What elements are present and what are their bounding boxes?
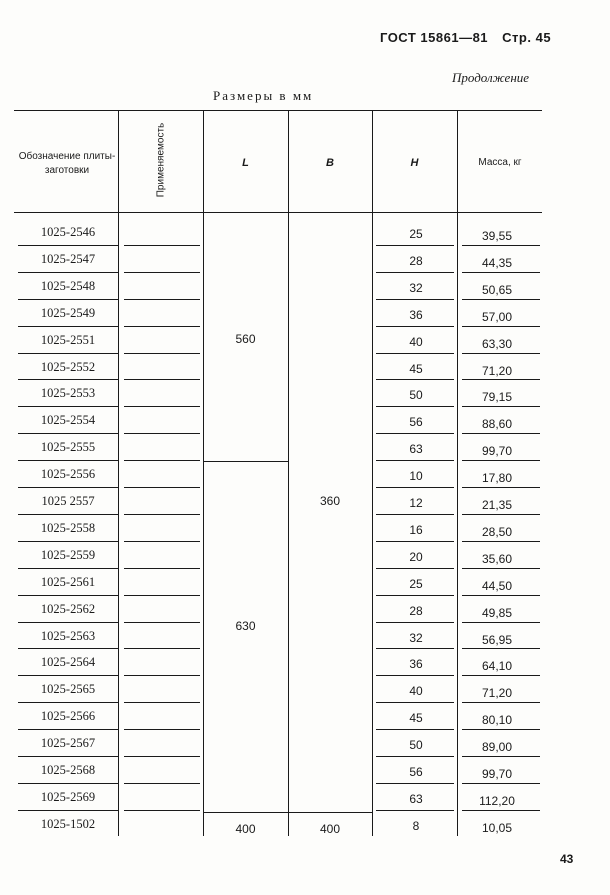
merged-L-400: 400 [235, 822, 256, 836]
row-underline [376, 245, 454, 246]
row-underline [124, 460, 200, 461]
row-underline [124, 433, 200, 434]
height-value: 50 [409, 738, 423, 753]
mass-value: 79,15 [481, 390, 513, 405]
row-underline [462, 675, 540, 676]
row-underline [124, 756, 200, 757]
page-label: Стр. 45 [502, 30, 552, 45]
row-underline [376, 353, 454, 354]
height-value: 28 [409, 603, 423, 618]
row-underline [18, 245, 118, 246]
header-H: H [410, 157, 419, 169]
plate-code: 1025-2564 [40, 655, 96, 670]
row-underline [462, 702, 540, 703]
row-underline [376, 299, 454, 300]
table-top-border [14, 110, 542, 111]
merged-B-360: 360 [319, 494, 341, 508]
mass-value: 71,20 [481, 686, 513, 701]
row-underline [376, 568, 454, 569]
continuation-label: Продолжение [452, 70, 530, 85]
row-underline [124, 622, 200, 623]
mass-value: 49,85 [481, 605, 513, 620]
row-underline [376, 406, 454, 407]
row-underline [124, 729, 200, 730]
row-underline [376, 622, 454, 623]
height-value: 63 [409, 791, 423, 806]
mass-value: 17,80 [481, 471, 513, 486]
row-underline [462, 756, 540, 757]
mass-value: 99,70 [481, 444, 513, 459]
row-underline [18, 299, 118, 300]
height-value: 10 [409, 469, 423, 484]
mass-value: 89,00 [481, 740, 513, 755]
merged-cell-border [203, 812, 288, 813]
height-value: 63 [409, 442, 423, 457]
row-underline [376, 514, 454, 515]
row-underline [462, 514, 540, 515]
height-value: 50 [409, 388, 423, 403]
row-underline [462, 326, 540, 327]
height-value: 36 [409, 657, 423, 672]
row-underline [376, 379, 454, 380]
row-underline [18, 675, 118, 676]
mass-value: 10,05 [481, 820, 513, 835]
header-mass: Масса, кг [478, 157, 522, 168]
row-underline [124, 353, 200, 354]
row-underline [18, 810, 118, 811]
row-underline [376, 729, 454, 730]
mass-value: 39,55 [481, 229, 513, 243]
row-underline [376, 272, 454, 273]
row-underline [124, 326, 200, 327]
column-divider [372, 110, 373, 836]
row-underline [462, 353, 540, 354]
row-underline [462, 379, 540, 380]
mass-value: 63,30 [481, 336, 513, 351]
row-underline [376, 810, 454, 811]
row-underline [124, 595, 200, 596]
row-underline [376, 702, 454, 703]
mass-value: 64,10 [481, 659, 513, 674]
header-B: B [326, 157, 334, 169]
row-underline [18, 487, 118, 488]
row-underline [462, 648, 540, 649]
row-underline [18, 648, 118, 649]
page-number: 43 [560, 852, 574, 866]
row-underline [124, 272, 200, 273]
row-underline [124, 568, 200, 569]
row-underline [18, 756, 118, 757]
row-underline [124, 810, 200, 811]
plate-code: 1025-2569 [40, 789, 96, 804]
mass-value: 112,20 [479, 793, 515, 808]
column-divider [288, 110, 289, 836]
row-underline [462, 810, 540, 811]
row-underline [18, 406, 118, 407]
row-underline [376, 756, 454, 757]
plate-code: 1025-2556 [40, 467, 96, 482]
document-header [380, 30, 551, 45]
plate-code: 1025-2563 [40, 628, 96, 643]
row-underline [376, 541, 454, 542]
plate-code: 1025-2565 [40, 682, 96, 697]
height-value: 8 [412, 818, 420, 833]
row-underline [376, 595, 454, 596]
plate-code: 1025-2567 [40, 736, 96, 751]
height-value: 16 [409, 522, 423, 537]
height-value: 56 [409, 765, 423, 779]
row-underline [462, 729, 540, 730]
row-underline [124, 299, 200, 300]
merged-cell-border [203, 461, 288, 462]
row-underline [18, 622, 118, 623]
row-underline [124, 648, 200, 649]
height-value: 25 [409, 227, 423, 241]
plate-code: 1025-1502 [40, 816, 96, 831]
height-value: 40 [409, 334, 423, 349]
mass-value: 28,50 [481, 524, 513, 539]
mass-value: 80,10 [481, 713, 513, 728]
plate-code: 1025-2549 [40, 305, 96, 320]
header-applicability: Применяемость [155, 122, 167, 198]
row-underline [376, 326, 454, 327]
row-underline [18, 326, 118, 327]
row-underline [376, 783, 454, 784]
plate-code: 1025-2559 [40, 547, 96, 562]
row-underline [18, 729, 118, 730]
row-underline [124, 541, 200, 542]
row-underline [462, 541, 540, 542]
row-underline [124, 702, 200, 703]
plate-code: 1025-2568 [40, 763, 96, 777]
header-designation: Обозначение плиты-заготовки [18, 151, 116, 176]
row-underline [124, 783, 200, 784]
header-L: L [242, 157, 249, 169]
plate-code: 1025-2561 [40, 574, 96, 589]
row-underline [462, 433, 540, 434]
row-underline [18, 433, 118, 434]
plate-code: 1025-2548 [40, 278, 96, 293]
row-underline [18, 568, 118, 569]
plate-code: 1025 2557 [41, 494, 95, 508]
height-value: 32 [409, 630, 423, 645]
row-underline [462, 783, 540, 784]
row-underline [18, 460, 118, 461]
plate-code: 1025-2553 [40, 386, 96, 401]
mass-value: 50,65 [481, 282, 513, 297]
row-underline [124, 406, 200, 407]
row-underline [18, 783, 118, 784]
row-underline [124, 245, 200, 246]
row-underline [462, 299, 540, 300]
row-underline [124, 379, 200, 380]
plate-code: 1025-2546 [40, 225, 96, 239]
height-value: 20 [409, 549, 423, 564]
mass-value: 99,70 [481, 767, 513, 781]
height-value: 56 [409, 415, 423, 430]
row-underline [124, 514, 200, 515]
row-underline [462, 622, 540, 623]
mass-value: 35,60 [481, 551, 513, 566]
row-underline [18, 595, 118, 596]
row-underline [462, 272, 540, 273]
row-underline [18, 514, 118, 515]
height-value: 25 [409, 576, 423, 591]
merged-cell-border [288, 812, 372, 813]
plate-code: 1025-2558 [40, 520, 96, 535]
mass-value: 71,20 [481, 363, 513, 378]
row-underline [18, 353, 118, 354]
table-header-border [14, 212, 542, 213]
plate-code: 1025-2555 [40, 440, 96, 455]
row-underline [376, 675, 454, 676]
plate-code: 1025-2547 [40, 251, 96, 266]
row-underline [376, 433, 454, 434]
merged-L-560: 560 [235, 332, 256, 346]
row-underline [462, 406, 540, 407]
merged-B-400: 400 [319, 822, 341, 836]
row-underline [18, 702, 118, 703]
row-underline [462, 595, 540, 596]
row-underline [376, 487, 454, 488]
column-divider [118, 110, 119, 836]
column-divider [203, 110, 204, 836]
row-underline [462, 487, 540, 488]
plate-code: 1025-2551 [40, 332, 96, 347]
mass-value: 21,35 [481, 498, 513, 512]
height-value: 36 [409, 307, 423, 322]
height-value: 45 [409, 361, 423, 376]
row-underline [462, 460, 540, 461]
merged-L-630: 630 [235, 619, 256, 633]
plate-code: 1025-2554 [40, 413, 96, 428]
row-underline [124, 487, 200, 488]
mass-value: 57,00 [481, 309, 513, 324]
plate-code: 1025-2552 [40, 359, 96, 374]
height-value: 12 [409, 496, 423, 510]
height-value: 40 [409, 684, 423, 699]
plate-code: 1025-2566 [40, 709, 96, 724]
mass-value: 44,35 [481, 255, 513, 270]
row-underline [462, 245, 540, 246]
row-underline [18, 272, 118, 273]
height-value: 32 [409, 280, 423, 295]
plate-code: 1025-2562 [40, 601, 96, 616]
row-underline [376, 460, 454, 461]
standard-number: ГОСТ 15861—81 [380, 30, 489, 45]
mass-value: 44,50 [481, 578, 513, 593]
mass-value: 88,60 [481, 417, 513, 432]
mass-value: 56,95 [481, 632, 513, 647]
height-value: 45 [409, 711, 423, 726]
row-underline [462, 568, 540, 569]
height-value: 28 [409, 253, 423, 268]
dimensions-caption: Размеры в мм [213, 88, 314, 103]
row-underline [376, 648, 454, 649]
row-underline [18, 379, 118, 380]
row-underline [18, 541, 118, 542]
row-underline [124, 675, 200, 676]
